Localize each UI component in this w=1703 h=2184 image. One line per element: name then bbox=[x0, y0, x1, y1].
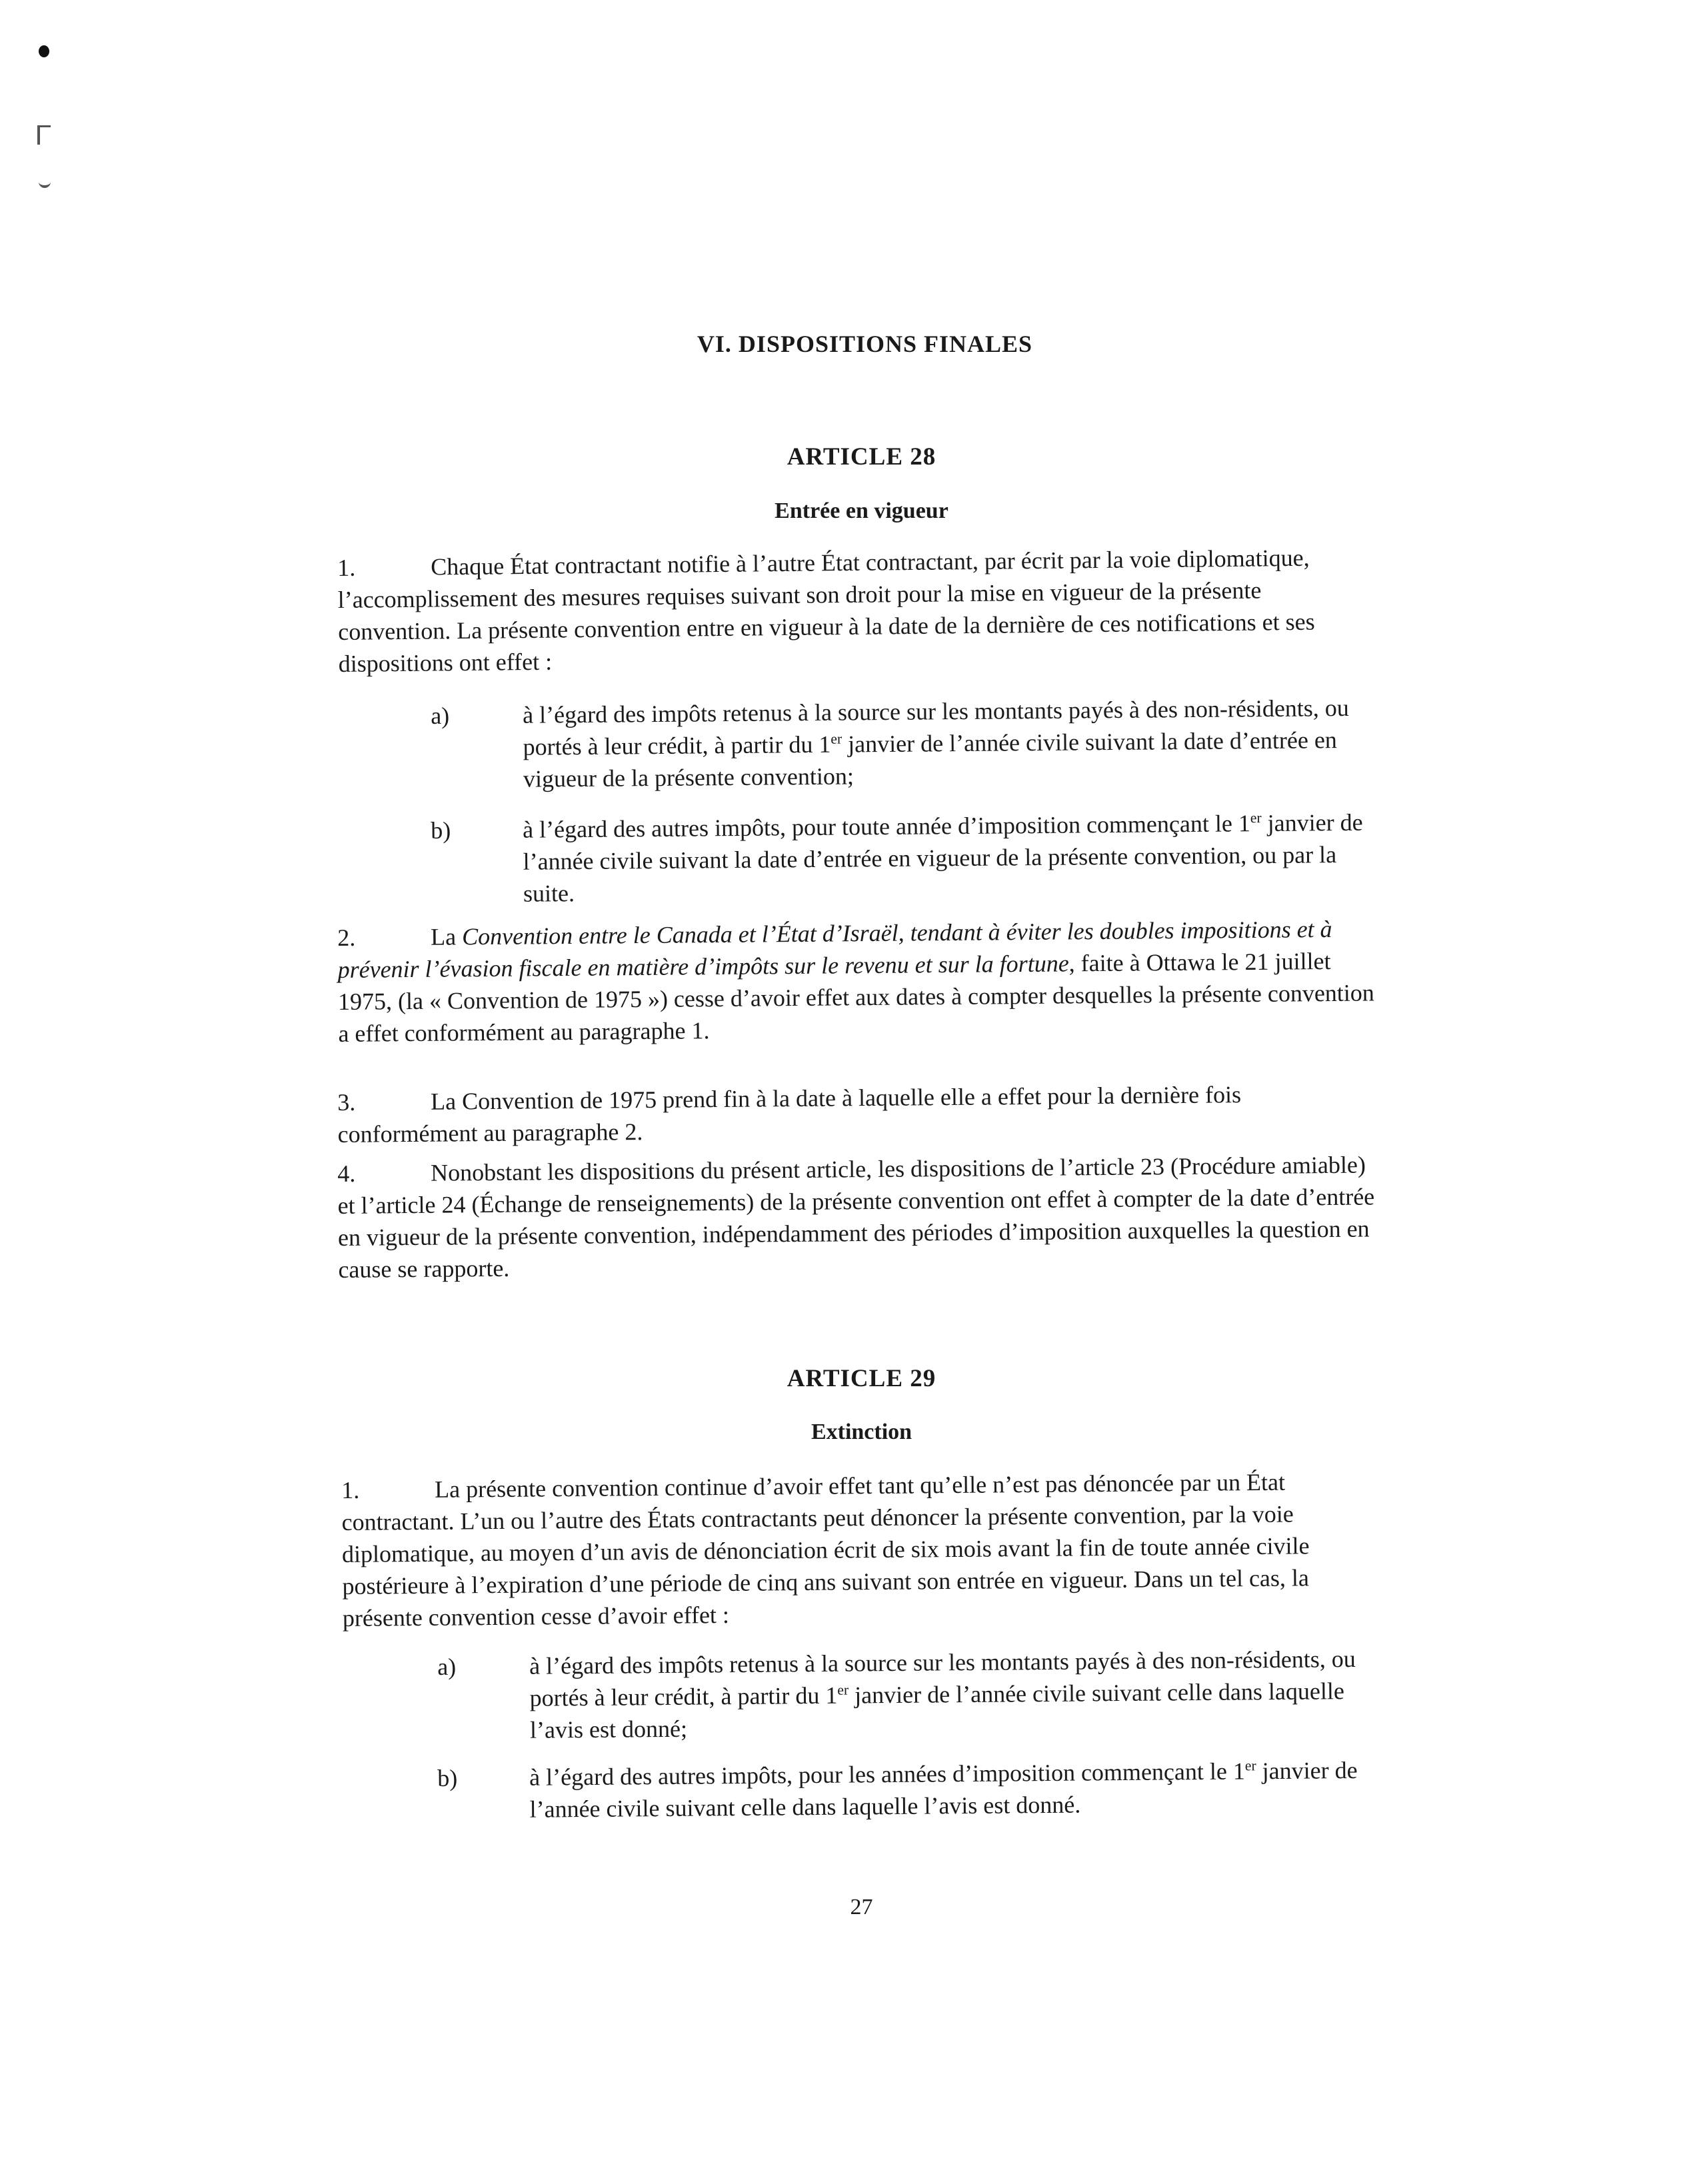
article-29-item-a bbox=[437, 1643, 1384, 1751]
paragraph-text: La présente convention continue d’avoir effet tant qu’elle n’est pas dénoncée par un État contractant. L’un ou l’autre des États contractants peut dénoncer la présente convention, par la voie diplomatique, au moyen d’un avis de dénonciation écrit de six mois avant la fin de toute année civile postérieure à l’expiration d’une période de cinq ans suivant son entrée en vigueur. Dans un tel cas, la présente convention cesse d’avoir effet : bbox=[341, 1468, 1310, 1632]
paragraph-number: 1. bbox=[341, 1476, 360, 1504]
item-label: b) bbox=[437, 1764, 458, 1791]
article-29-item-b bbox=[437, 1754, 1384, 1835]
paragraph-number: 2. bbox=[337, 924, 356, 951]
article-29-subtitle: Extinction bbox=[811, 1420, 912, 1444]
item-text: à l’égard des impôts retenus à la source sur les montants payés à des non-résidents, ou portés à leur crédit, à partir du 1er janvier de l’année civile suivant celle dans laquelle l’avis est donné; bbox=[529, 1645, 1356, 1743]
article-28-paragraph-3 bbox=[337, 1077, 1384, 1150]
scan-margin-marks bbox=[27, 40, 53, 173]
article-28-title: ARTICLE 28 bbox=[787, 443, 936, 471]
scan-artifact-mark bbox=[37, 125, 51, 145]
section-title: VI. DISPOSITIONS FINALES bbox=[697, 331, 1033, 357]
paragraph-text: Chaque État contractant notifie à l’autre État contractant, par écrit par la voie diplomatique, l’accomplissement des mesures requises suivant son droit pour la mise en vigueur de la présente convention. La présente convention entre en vigueur à la date de la dernière de ces notifications et ses dispositions ont effet : bbox=[337, 544, 1315, 677]
article-29-title: ARTICLE 29 bbox=[787, 1365, 936, 1392]
scan-artifact-mark bbox=[39, 179, 51, 188]
paragraph-number: 1. bbox=[337, 554, 356, 581]
punch-hole-mark bbox=[39, 45, 49, 57]
article-28-paragraph-2: 2. La Convention entre le Canada et l’État d’Israël, tendant à éviter les doubles impositions et à prévenir l’évasion fiscale en matière d’impôts sur le revenu et sur la fortune, faite à Ottawa le 21 juillet 1975, (la « Convention de 1975 ») cesse d’avoir effet aux dates à compter desquelles la présente convention a effet conformément au paragraphe 1. bbox=[337, 915, 1375, 1047]
item-label: a) bbox=[431, 702, 450, 729]
paragraph-number: 3. bbox=[337, 1088, 356, 1116]
article-28-subtitle: Entrée en vigueur bbox=[775, 499, 948, 523]
item-label: a) bbox=[437, 1653, 457, 1680]
convention-title: Convention entre le Canada et l’État d’Israël, tendant à éviter les doubles impositions et à prévenir l’évasion fiscale en matière d’impôts sur le revenu et sur la fortune bbox=[337, 915, 1332, 983]
article-28-paragraph-1 bbox=[337, 541, 1378, 680]
page-number: 27 bbox=[850, 1895, 873, 1919]
article-29-paragraph-1 bbox=[341, 1465, 1382, 1634]
paragraph-text: Nonobstant les dispositions du présent article, les dispositions de l’article 23 (Procédure amiable) et l’article 24 (Échange de renseignements) de la présente convention ont effet à compter de la date d’entrée en vigueur de la présente convention, indépendamment des périodes d’imposition auxquelles la question en cause se rapporte. bbox=[337, 1151, 1375, 1283]
paragraph-text: La Convention de 1975 prend fin à la date à laquelle elle a effet pour la dernière fois conformément au paragraphe 2. bbox=[337, 1081, 1242, 1148]
item-label: b) bbox=[431, 816, 451, 844]
paragraph-number: 4. bbox=[337, 1160, 356, 1187]
item-text: à l’égard des impôts retenus à la source sur les montants payés à des non-résidents, ou portés à leur crédit, à partir du 1er janvier de l’année civile suivant la date d’entrée en vigueur de la présente convention; bbox=[523, 694, 1350, 792]
item-text: à l’égard des autres impôts, pour les années d’imposition commençant le 1er janvier de l’année civile suivant celle dans laquelle l’avis est donné. bbox=[529, 1756, 1358, 1823]
article-28-item-b bbox=[431, 806, 1378, 914]
article-28-item-a bbox=[431, 692, 1378, 800]
article-28-paragraph-4 bbox=[337, 1148, 1388, 1286]
item-text: à l’égard des autres impôts, pour toute année d’imposition commençant le 1er janvier de l’année civile suivant la date d’entrée en vigueur de la présente convention, ou par la suite. bbox=[523, 808, 1363, 907]
